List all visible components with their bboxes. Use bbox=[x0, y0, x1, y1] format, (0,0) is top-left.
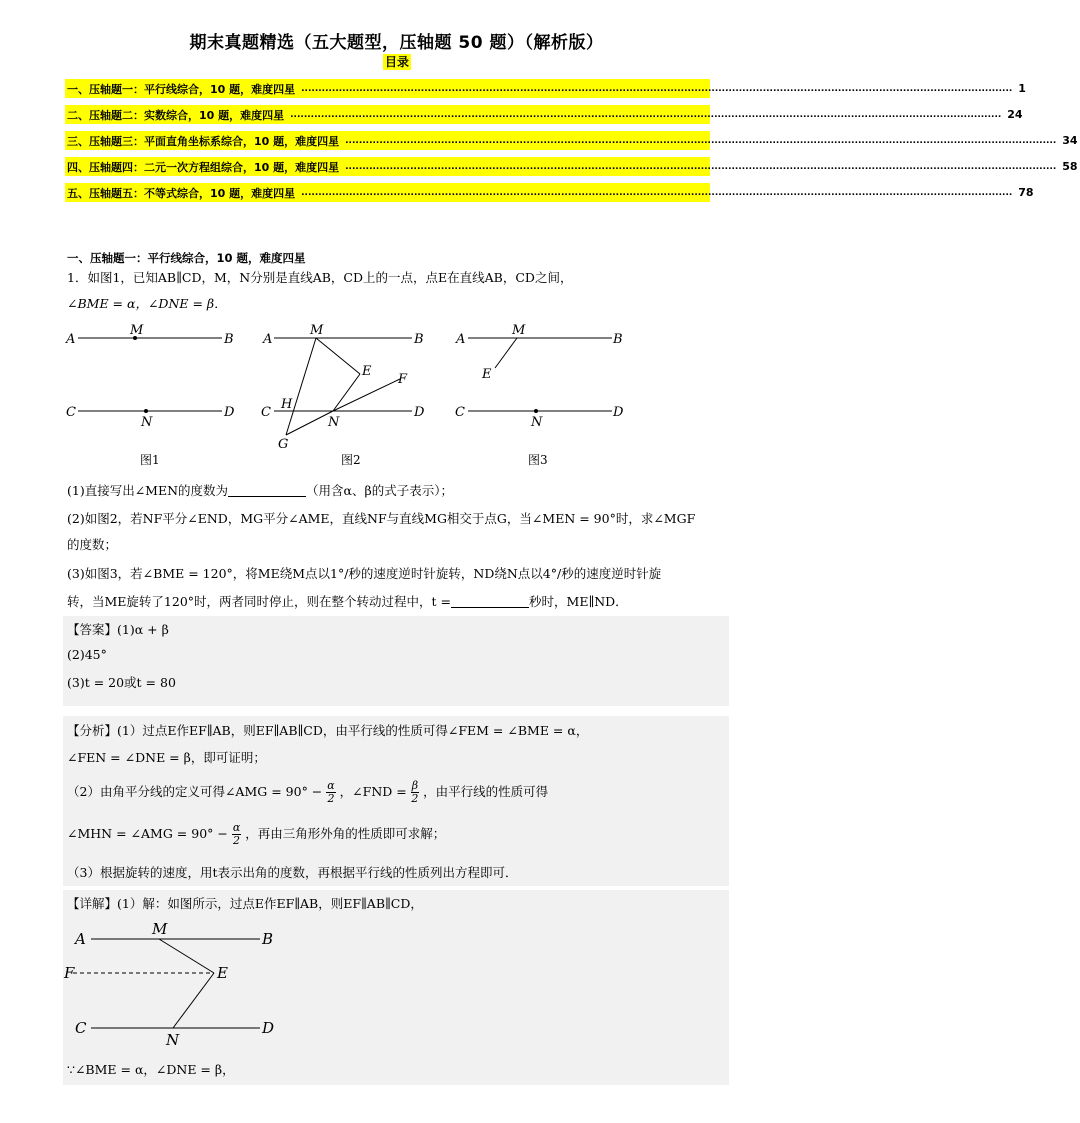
question-3-text-end: 秒时，ME∥ND． bbox=[529, 594, 628, 609]
fig2-label-c: C bbox=[261, 405, 271, 420]
detail-line: ∵∠BME = α，∠DNE = β， bbox=[67, 1062, 235, 1077]
analysis-line: （3）根据旋转的速度，用t表示出角的度数，再根据平行线的性质列出方程即可． bbox=[67, 865, 518, 880]
figure-4 bbox=[63, 918, 303, 1048]
fig4-label-m: M bbox=[152, 920, 168, 938]
fig1-label-m: M bbox=[130, 323, 144, 338]
question-2: (2)如图2，若NF平分∠END，MG平分∠AME，直线NF与直线MG相交于点G，当∠MEN = 90°时，求∠MGF bbox=[67, 511, 696, 526]
analysis-text: （2）由角平分线的定义可得∠AMG = 90° − bbox=[67, 784, 323, 799]
analysis-text: ∠MHN = ∠AMG = 90° − bbox=[67, 826, 228, 841]
toc-entry-page: 24 bbox=[1007, 108, 1023, 121]
toc-entry[interactable] bbox=[65, 157, 1078, 176]
fig2-label-m: M bbox=[310, 323, 324, 338]
fraction-numerator: β bbox=[411, 779, 419, 792]
fraction bbox=[232, 822, 241, 847]
toc-leader-dots: ................................................................................................................................................................................................................ bbox=[345, 135, 1057, 146]
fraction-numerator: α bbox=[327, 779, 335, 792]
fig3-label-n: N bbox=[531, 415, 543, 430]
fig3-label-d: D bbox=[613, 405, 624, 420]
fig4-label-b: B bbox=[262, 930, 274, 948]
fig1-label-n: N bbox=[141, 415, 153, 430]
figure-set-1-3 bbox=[60, 318, 660, 470]
answer-block bbox=[63, 616, 729, 706]
figure-1 bbox=[65, 323, 235, 467]
analysis-line: ∠FEN = ∠DNE = β，即可证明； bbox=[67, 750, 266, 765]
toc-entry[interactable] bbox=[65, 183, 1034, 202]
toc-entry[interactable] bbox=[65, 131, 1078, 150]
fig1-label-c: C bbox=[66, 405, 76, 420]
detail-block bbox=[63, 890, 729, 1085]
analysis-text: ，由平行线的性质可得 bbox=[423, 784, 549, 799]
fig2-label-h: H bbox=[281, 397, 293, 412]
analysis-block bbox=[63, 716, 729, 886]
fig3-label-c: C bbox=[455, 405, 465, 420]
question-1-text: (1)直接写出∠MEN的度数为 bbox=[67, 483, 229, 498]
fig1-label-b: B bbox=[224, 332, 234, 347]
fig1-label-a: A bbox=[66, 332, 76, 347]
answer-line: (3)t = 20或t = 80 bbox=[67, 675, 176, 690]
fig3-caption: 图3 bbox=[528, 453, 548, 467]
toc-entry-page: 34 bbox=[1062, 134, 1078, 147]
fig2-label-a: A bbox=[263, 332, 273, 347]
fraction bbox=[326, 780, 335, 805]
analysis-line: 【分析】(1）过点E作EF∥AB，则EF∥AB∥CD，由平行线的性质可得∠FEM = ∠BME = α， bbox=[67, 723, 589, 738]
problem-line: 1．如图1，已知AB∥CD，M，N分别是直线AB，CD上的一点，点E在直线AB，CD之间， bbox=[67, 270, 573, 285]
answer-line: (2)45° bbox=[67, 647, 107, 662]
analysis-text: ，再由三角形外角的性质即可求解； bbox=[245, 826, 446, 841]
toc-leader-dots: ................................................................................................................................................................................................................ bbox=[345, 161, 1057, 172]
toc-entry[interactable] bbox=[65, 79, 1026, 98]
fig2-caption: 图2 bbox=[341, 453, 361, 467]
fig2-label-f: F bbox=[398, 372, 408, 387]
detail-line: 【详解】(1）解：如图所示，过点E作EF∥AB，则EF∥AB∥CD， bbox=[67, 896, 423, 911]
toc-leader-dots: ................................................................................................................................................................................................................ bbox=[290, 109, 1002, 120]
figure-2 bbox=[261, 323, 425, 467]
analysis-text: ，∠FND = bbox=[339, 784, 407, 799]
toc-entry-text: 一、压轴题一：平行线综合，10 题，难度四星 bbox=[67, 82, 296, 96]
fig4-label-c: C bbox=[75, 1019, 87, 1037]
toc-entry-text: 二、压轴题二：实数综合，10 题，难度四星 bbox=[67, 108, 285, 122]
question-3-text: 转，当ME旋转了120°时，两者同时停止，则在整个转动过程中，t = bbox=[67, 594, 452, 609]
answer-line: 【答案】(1)α + β bbox=[67, 622, 169, 637]
toc-heading: 目录 bbox=[385, 55, 410, 69]
toc-entry-text: 五、压轴题五：不等式综合，10 题，难度四星 bbox=[67, 186, 296, 200]
fig4-label-f: F bbox=[64, 964, 75, 982]
fig4-label-n: N bbox=[166, 1031, 180, 1049]
fig2-label-d: D bbox=[414, 405, 425, 420]
toc-entry-text: 三、压轴题三：平面直角坐标系综合，10 题，难度四星 bbox=[67, 134, 340, 148]
fig1-caption: 图1 bbox=[140, 453, 160, 467]
answer-blank[interactable] bbox=[451, 595, 529, 608]
question-1 bbox=[67, 481, 453, 499]
fig2-label-g: G bbox=[278, 437, 289, 452]
fig3-label-m: M bbox=[512, 323, 526, 338]
question-3-cont bbox=[67, 592, 628, 610]
fig4-label-d: D bbox=[262, 1019, 275, 1037]
fig1-label-d: D bbox=[224, 405, 235, 420]
toc-entry-page: 58 bbox=[1062, 160, 1078, 173]
section-heading: 一、压轴题一：平行线综合，10 题，难度四星 bbox=[67, 251, 306, 265]
toc-entry-page: 78 bbox=[1018, 186, 1034, 199]
figure-3 bbox=[455, 323, 624, 467]
fig3-label-a: A bbox=[456, 332, 466, 347]
table-of-contents bbox=[65, 79, 1078, 209]
fraction-denominator: 2 bbox=[411, 792, 419, 805]
fig2-label-b: B bbox=[414, 332, 424, 347]
analysis-line bbox=[67, 780, 548, 805]
toc-leader-dots: ................................................................................................................................................................................................................ bbox=[301, 83, 1013, 94]
fig4-label-e: E bbox=[217, 964, 228, 982]
fraction bbox=[411, 780, 419, 805]
fraction-numerator: α bbox=[232, 821, 241, 834]
fig3-label-b: B bbox=[613, 332, 623, 347]
toc-entry-text: 四、压轴题四：二元一次方程组综合，10 题，难度四星 bbox=[67, 160, 340, 174]
analysis-line bbox=[67, 822, 445, 847]
toc-entry-page: 1 bbox=[1018, 82, 1026, 95]
question-2-cont: 的度数； bbox=[67, 537, 118, 552]
question-1-text-end: （用含α、β的式子表示）； bbox=[306, 483, 453, 498]
question-3: (3)如图3，若∠BME = 120°，将ME绕M点以1°/秒的速度逆时针旋转，ND绕N点以4°/秒的速度逆时针旋 bbox=[67, 566, 662, 581]
answer-blank[interactable] bbox=[228, 484, 306, 497]
fraction-denominator: 2 bbox=[233, 834, 241, 847]
fig2-label-n: N bbox=[328, 415, 340, 430]
fig4-label-a: A bbox=[75, 930, 86, 948]
toc-leader-dots: ................................................................................................................................................................................................................ bbox=[301, 187, 1013, 198]
page-title: 期末真题精选（五大题型，压轴题 50 题）（解析版） bbox=[189, 33, 604, 53]
problem-line: ∠BME = α，∠DNE = β． bbox=[67, 296, 227, 311]
fig3-label-e: E bbox=[482, 367, 492, 382]
toc-entry[interactable] bbox=[65, 105, 1023, 124]
fig2-label-e: E bbox=[362, 364, 372, 379]
fraction-denominator: 2 bbox=[327, 792, 335, 805]
